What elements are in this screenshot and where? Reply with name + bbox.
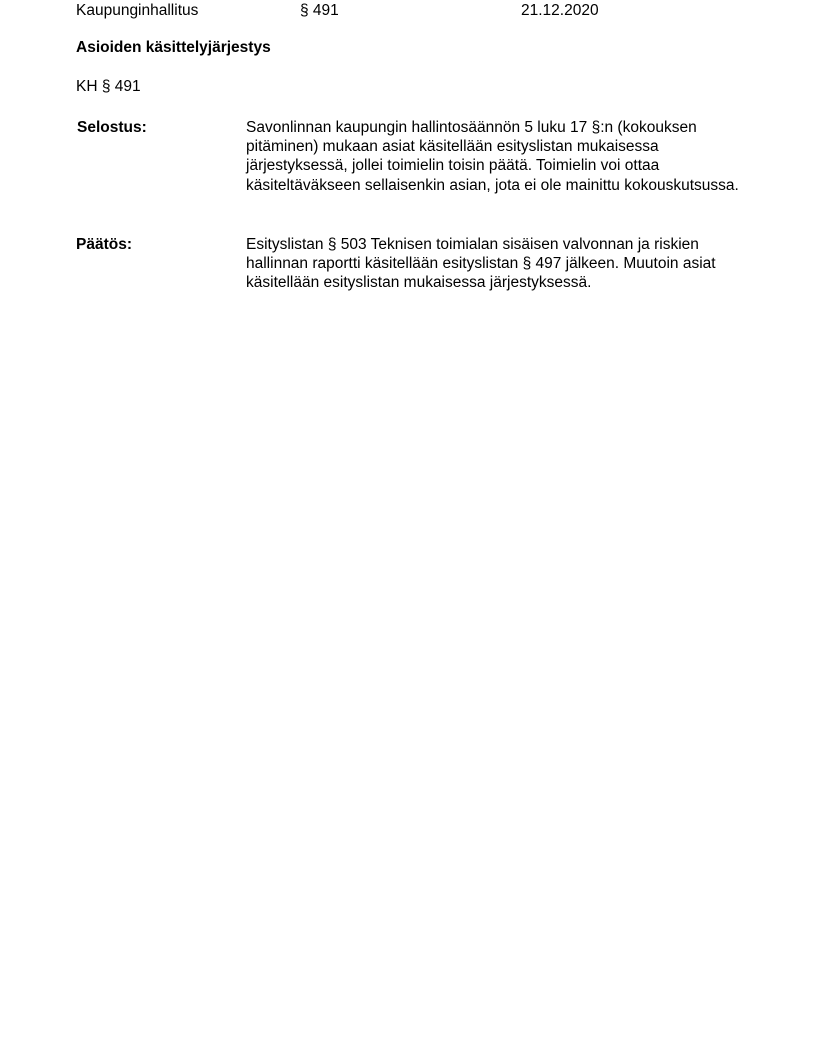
header-section-number: § 491 xyxy=(300,2,339,19)
header-organization: Kaupunginhallitus xyxy=(76,2,199,19)
section-body: Esityslistan § 503 Teknisen toimialan sisäisen valvonnan ja riskien hallinnan raportti käsitellään esityslistan § 497 jälkeen. Muutoin asiat käsitellään esityslistan mukaisessa järjestyksessä. xyxy=(246,236,716,292)
header-date: 21.12.2020 xyxy=(521,2,599,19)
page-header xyxy=(76,1,776,21)
section-body: Savonlinnan kaupungin hallintosäännön 5 luku 17 §:n (kokouksen pitäminen) mukaan asiat käsitellään esityslistan mukaisessa järjestyksessä, jollei toimielin toisin päätä. Toimielin voi ottaa käsiteltäväkseen sellaisenkin asian, jota ei ole mainittu kokouskutsussa. xyxy=(246,119,739,194)
section-label: Selostus: xyxy=(77,119,147,136)
document-title: Asioiden käsittelyjärjestys xyxy=(76,39,271,56)
reference-number: KH § 491 xyxy=(76,78,141,95)
section-label: Päätös: xyxy=(76,236,132,253)
